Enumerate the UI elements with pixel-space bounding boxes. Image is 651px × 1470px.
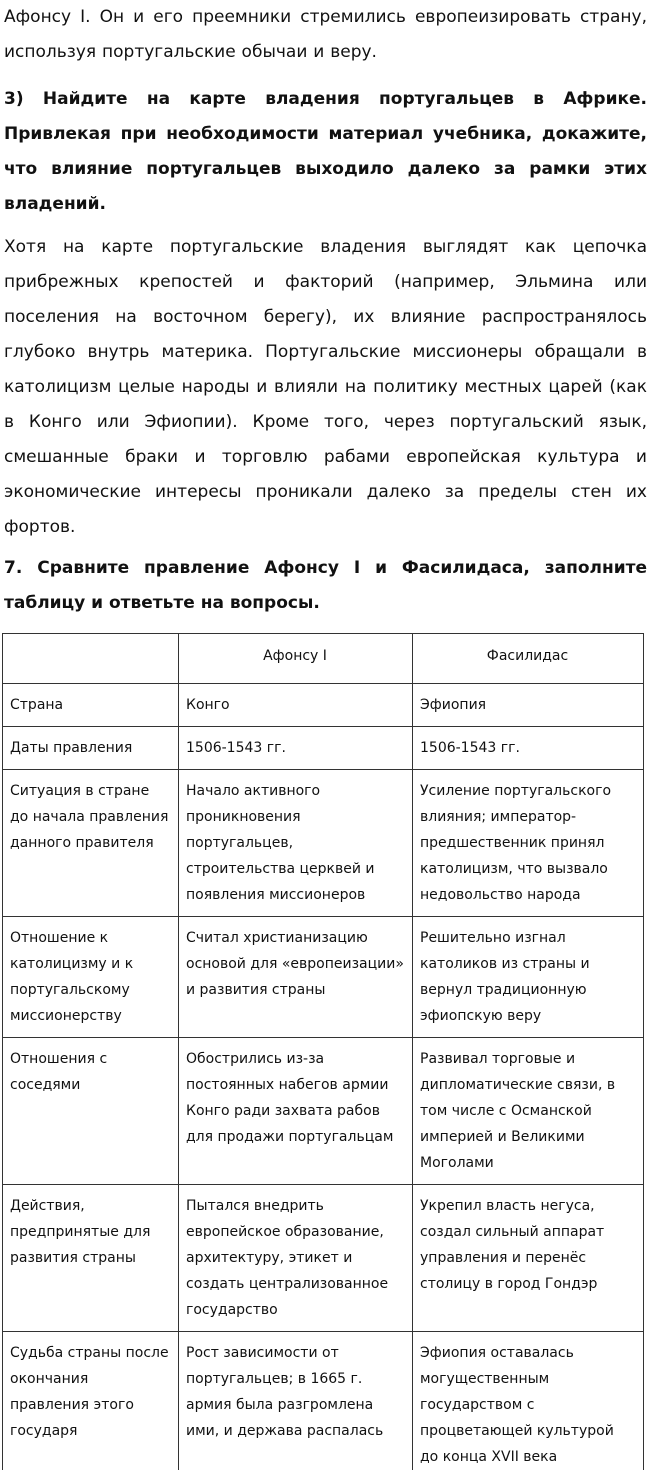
cell-fasilidas: Решительно изгнал католиков из страны и вернул традиционную эфиопскую веру bbox=[413, 917, 644, 1038]
cell-afonso: Пытался внедрить европейское образование, архитектуру, этикет и создать централизованное государство bbox=[179, 1185, 413, 1332]
header-cell-afonso: Афонсу I bbox=[179, 634, 413, 684]
row-label: Судьба страны после окончания правления этого государя bbox=[3, 1332, 179, 1470]
question-7-heading: 7. Сравните правление Афонсу I и Фасилидаса, заполните таблицу и ответьте на вопросы. bbox=[4, 558, 647, 613]
cell-afonso: Рост зависимости от португальцев; в 1665 г. армия была разгромлена ими, и держава распалась bbox=[179, 1332, 413, 1470]
intro-paragraph: Афонсу I. Он и его преемники стремились европеизировать страну, используя португальские обычаи и веру. bbox=[4, 7, 647, 62]
table-row bbox=[3, 727, 644, 770]
table-row bbox=[3, 917, 644, 1038]
row-label: Действия, предпринятые для развития страны bbox=[3, 1185, 179, 1332]
table-row bbox=[3, 684, 644, 727]
header-cell-empty bbox=[3, 634, 179, 684]
question-3-answer: Хотя на карте португальские владения выглядят как цепочка прибрежных крепостей и факторий (например, Эльмина или поселения на восточном берегу), их влияние распространялось глубоко внутрь материка. Португальские миссионеры обращали в католицизм целые народы и влияли на политику местных царей (как в Конго или Эфиопии). Кроме того, через португальский язык, смешанные браки и торговлю рабами европейская культура и экономические интересы проникали далеко за пределы стен их фортов. bbox=[4, 237, 647, 537]
row-label: Отношения с соседями bbox=[3, 1038, 179, 1185]
question-3-heading: 3) Найдите на карте владения португальцев в Африке. Привлекая при необходимости материал учебника, докажите, что влияние португальцев выходило далеко за рамки этих владений. bbox=[4, 89, 647, 214]
row-label: Даты правления bbox=[3, 727, 179, 770]
row-label: Ситуация в стране до начала правления данного правителя bbox=[3, 770, 179, 917]
cell-fasilidas: Эфиопия оставалась могущественным государством с процветающей культурой до конца XVII века bbox=[413, 1332, 644, 1470]
cell-afonso: Начало активного проникновения португальцев, строительства церквей и появления миссионеров bbox=[179, 770, 413, 917]
cell-fasilidas: Эфиопия bbox=[413, 684, 644, 727]
table-row bbox=[3, 1038, 644, 1185]
cell-fasilidas: 1506-1543 гг. bbox=[413, 727, 644, 770]
cell-fasilidas: Усиление португальского влияния; император-предшественник принял католицизм, что вызвало недовольство народа bbox=[413, 770, 644, 917]
row-label: Отношение к католицизму и к португальскому миссионерству bbox=[3, 917, 179, 1038]
cell-afonso: 1506-1543 гг. bbox=[179, 727, 413, 770]
table-row bbox=[3, 1332, 644, 1470]
header-cell-fasilidas: Фасилидас bbox=[413, 634, 644, 684]
table-header-row bbox=[3, 634, 644, 684]
cell-afonso: Конго bbox=[179, 684, 413, 727]
cell-afonso: Обострились из-за постоянных набегов армии Конго ради захвата рабов для продажи португальцам bbox=[179, 1038, 413, 1185]
comparison-table bbox=[2, 633, 644, 1470]
cell-afonso: Считал христианизацию основой для «европеизации» и развития страны bbox=[179, 917, 413, 1038]
table-row bbox=[3, 770, 644, 917]
table-row bbox=[3, 1185, 644, 1332]
cell-fasilidas: Развивал торговые и дипломатические связи, в том числе с Османской империей и Великими Моголами bbox=[413, 1038, 644, 1185]
row-label: Страна bbox=[3, 684, 179, 727]
cell-fasilidas: Укрепил власть негуса, создал сильный аппарат управления и перенёс столицу в город Гондэр bbox=[413, 1185, 644, 1332]
